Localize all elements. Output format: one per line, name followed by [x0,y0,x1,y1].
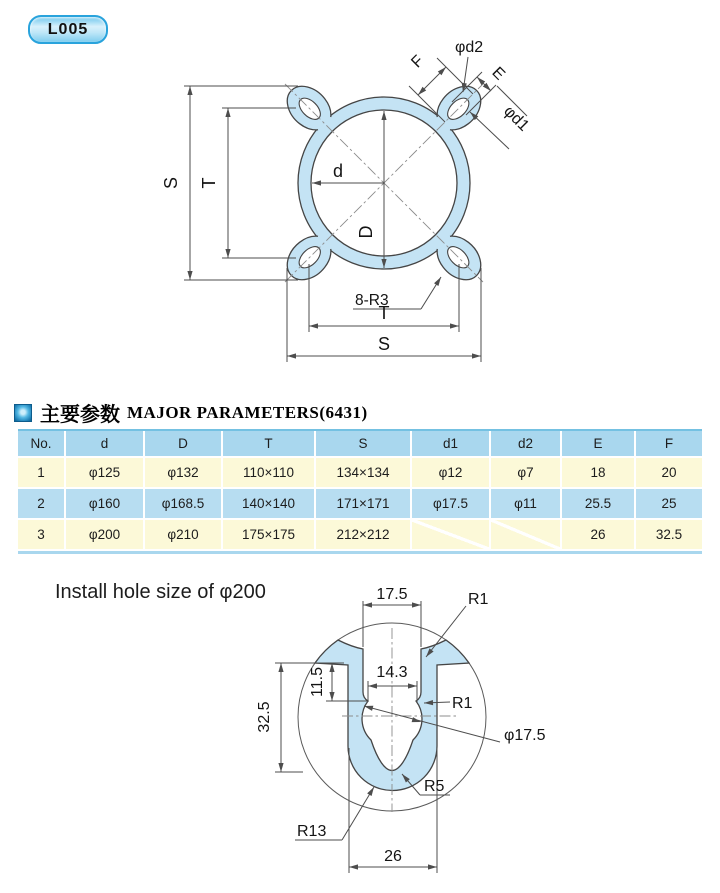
table-cell: 212×212 [316,520,412,549]
table-cell: 20 [636,458,702,487]
table-cell: 2 [18,489,66,518]
col-header-d: d [66,431,145,456]
table-cell: φ160 [66,489,145,518]
table-cell-na [491,520,562,549]
table-cell: φ17.5 [412,489,491,518]
label-T-bottom: T [378,303,390,323]
install-heading: Install hole size of φ200 [55,581,266,603]
table-cell: 18 [562,458,636,487]
table-header-row [18,431,702,456]
label-T-left: T [199,177,219,189]
label-D: D [356,225,376,239]
table-cell: 171×171 [316,489,412,518]
table-cell: φ168.5 [145,489,223,518]
col-header-no: No. [18,431,66,456]
table-cell: 134×134 [316,458,412,487]
col-header-S: S [316,431,412,456]
parameters-table [18,429,702,554]
table-cell: 3 [18,520,66,549]
flange-section-diagram [0,0,720,400]
table-cell: 26 [562,520,636,549]
col-header-T: T [223,431,316,456]
col-header-d1: d1 [412,431,491,456]
table-cell: 110×110 [223,458,316,487]
col-header-E: E [562,431,636,456]
label-d: d [332,161,344,181]
model-badge-label: L005 [47,20,89,38]
table-cell: 140×140 [223,489,316,518]
col-header-D: D [145,431,223,456]
label-r5: R5 [424,778,445,795]
table-cell: φ132 [145,458,223,487]
label-bore-dia: φ17.5 [504,727,546,744]
section-title-en: MAJOR PARAMETERS(6431) [127,402,368,422]
label-8R3: 8-R3 [355,292,389,309]
table-cell: 25 [636,489,702,518]
table-cell: 25.5 [562,489,636,518]
install-hole-diagram [0,570,720,893]
label-S-left: S [161,176,181,190]
dim-inner-width [368,681,417,702]
table-cell: φ11 [491,489,562,518]
label-d1: φd1 [500,102,533,135]
col-header-F: F [636,431,702,456]
label-inner-width: 14.3 [376,664,408,681]
col-header-d2: d2 [491,431,562,456]
label-bottom-width: 26 [384,848,402,865]
label-F: F [408,52,428,72]
table-cell-na [412,520,491,549]
label-d2: φd2 [455,39,484,56]
table-cell: φ7 [491,458,562,487]
table-cell: 175×175 [223,520,316,549]
table-row [18,458,702,487]
section-header [14,398,368,427]
label-S-bottom: S [377,334,391,354]
table-cell: 32.5 [636,520,702,549]
label-r13: R13 [297,823,327,840]
table-cell: φ12 [412,458,491,487]
dim-T-left [222,108,296,258]
table-cell: φ200 [66,520,145,549]
label-E: E [488,64,508,84]
table-cell: φ125 [66,458,145,487]
label-r1-notch: R1 [452,695,473,712]
section-bullet-icon [14,404,32,422]
label-notch-depth: 11.5 [309,667,326,697]
label-top-width: 17.5 [376,586,408,603]
label-r1-top: R1 [468,591,489,608]
table-cell: φ210 [145,520,223,549]
table-bottom-rule [18,551,702,554]
section-title-zh: 主要参数 [40,404,120,426]
dim-top-width [363,601,421,647]
table-cell: 1 [18,458,66,487]
label-total-depth: 32.5 [256,701,273,733]
table-row [18,489,702,518]
table-row [18,520,702,549]
